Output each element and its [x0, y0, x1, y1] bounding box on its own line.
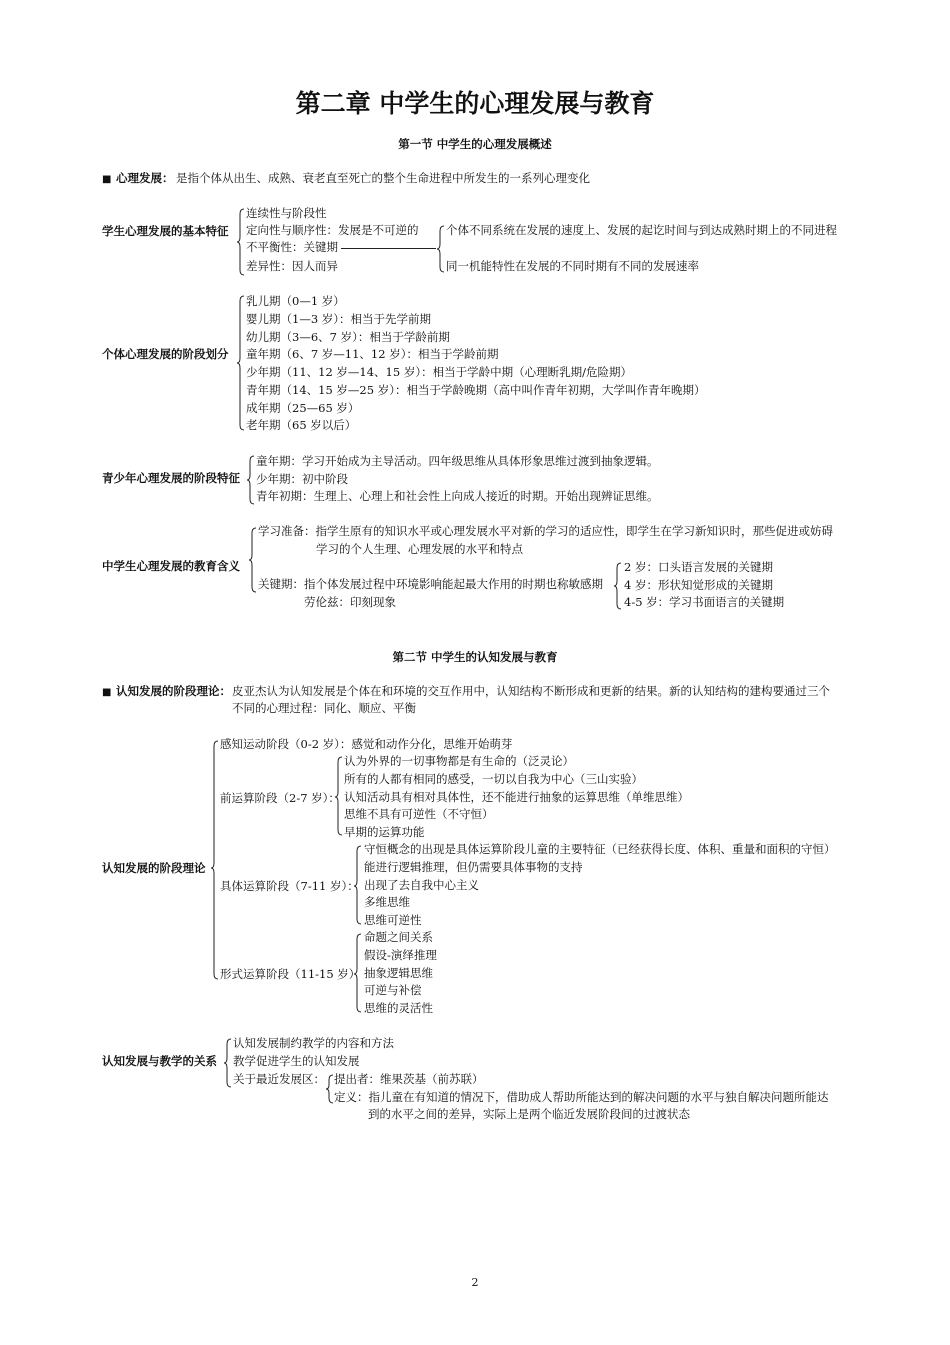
preop-item: 所有的人都有相同的感受，一切以自我为中心（三山实验）	[344, 772, 643, 786]
imbalance-item: 同一机能特性在发展的不同时期有不同的发展速率	[446, 259, 699, 273]
concrete-item: 多维思维	[364, 895, 410, 909]
features-label: 学生心理发展的基本特征	[102, 224, 229, 238]
teen-item: 青年初期：生理上、心理上和社会性上向成人接近的时期。开始出现辨证思维。	[256, 489, 659, 503]
stage-item: 老年期（65 岁以后）	[246, 418, 357, 432]
teen-brace	[246, 455, 256, 505]
formal-item: 抽象逻辑思维	[364, 966, 433, 980]
preoperational-stage: 前运算阶段（2-7 岁）：	[220, 791, 340, 805]
concrete-stage: 具体运算阶段（7-11 岁）：	[220, 879, 359, 893]
piaget-label: 认知发展的阶段理论	[102, 861, 206, 875]
connector-line	[341, 248, 436, 249]
stage-item: 乳儿期（0—1 岁）	[246, 294, 345, 308]
critical-brace	[613, 562, 623, 610]
theory-text-cont: 不同的心理过程：同化、顺应、平衡	[232, 701, 416, 715]
zpd-definition: 定义：指儿童在有知道的情况下，借助成人帮助所能达到的解决问题的水平与独自解决问题所能达	[334, 1090, 829, 1104]
feature-item: 差异性：因人而异	[246, 259, 338, 273]
stage-item: 幼儿期（3—6、7 岁）：相当于学龄前期	[246, 330, 450, 344]
imbalance-item: 个体不同系统在发展的速度上、发展的起讫时间与到达成熟时期上的不同进程	[446, 223, 837, 237]
teaching-label: 认知发展与教学的关系	[102, 1054, 217, 1068]
teen-label: 青少年心理发展的阶段特征	[102, 471, 240, 485]
concrete-item: 守恒概念的出现是具体运算阶段儿童的主要特征（已经获得长度、体积、重量和面积的守恒）	[364, 842, 836, 856]
readiness-text: 学习准备：指学生原有的知识水平或心理发展水平对新的学习的适应性，即学生在学习新知识时，那些促进或妨碍	[258, 524, 833, 538]
imbalance-brace	[436, 225, 446, 273]
page-number: 2	[471, 1276, 479, 1289]
stages-label: 个体心理发展的阶段划分	[102, 347, 229, 361]
teaching-item: 教学促进学生的认知发展	[233, 1054, 360, 1068]
feature-item: 连续性与阶段性	[246, 206, 327, 220]
concrete-item: 能进行逻辑推理，但仍需要具体事物的支持	[364, 860, 583, 874]
formal-item: 命题之间关系	[364, 930, 433, 944]
edu-label: 中学生心理发展的教育含义	[102, 559, 240, 573]
stage-item: 少年期（11、12 岁—14、15 岁）：相当于学龄中期（心理断乳期/危险期）	[246, 365, 632, 379]
formal-brace	[353, 933, 363, 1013]
bullet-icon: ■	[102, 174, 112, 185]
teen-item: 少年期：初中阶段	[256, 472, 348, 486]
zpd-proposer: 提出者：维果茨基（前苏联）	[334, 1072, 484, 1086]
preop-item: 认为外界的一切事物都是有生命的（泛灵论）	[344, 754, 574, 768]
preop-brace	[334, 756, 344, 836]
definition-text: 是指个体从出生、成熟、衰老直至死亡的整个生命进程中所发生的一系列心理变化	[176, 171, 590, 185]
edu-brace	[248, 527, 258, 593]
formal-item: 假设-演绎推理	[364, 948, 437, 962]
formal-stage: 形式运算阶段（11-15 岁）	[220, 967, 361, 981]
formal-item: 可逆与补偿	[364, 983, 422, 997]
critical-period-text: 关键期：指个体发展过程中环境影响能起最大作用的时期也称敏感期	[258, 577, 603, 591]
preop-item: 认知活动具有相对具体性，还不能进行抽象的运算思维（单维思维）	[344, 790, 689, 804]
zpd-definition-cont: 到的水平之间的差异，实际上是两个临近发展阶段间的过渡状态	[368, 1107, 690, 1121]
stage-item: 童年期（6、7 岁—11、12 岁）：相当于学龄前期	[246, 347, 499, 361]
critical-item: 4 岁：形状知觉形成的关键期	[624, 578, 773, 592]
formal-item: 思维的灵活性	[364, 1001, 433, 1015]
stage-item: 婴儿期（1—3 岁）：相当于先学前期	[246, 312, 432, 326]
teaching-item: 认知发展制约教学的内容和方法	[233, 1036, 394, 1050]
section-2-title: 第二节 中学生的认知发展与教育	[392, 650, 558, 664]
stages-brace	[236, 295, 246, 431]
preop-item: 思维不具有可逆性（不守恒）	[344, 807, 494, 821]
lorenz-text: 劳伦兹：印刻现象	[304, 595, 396, 609]
teen-item: 童年期：学习开始成为主导活动。四年级思维从具体形象思维过渡到抽象逻辑。	[256, 454, 659, 468]
feature-item: 不平衡性：关键期	[246, 240, 338, 254]
feature-item: 定向性与顺序性：发展是不可逆的	[246, 223, 419, 237]
critical-item: 2 岁：口头语言发展的关键期	[624, 560, 773, 574]
theory-text: 皮亚杰认为认知发展是个体在和环境的交互作用中，认知结构不断形成和更新的结果。新的认知结构的建构要通过三个	[232, 684, 830, 698]
sensorimotor-stage: 感知运动阶段（0-2 岁）：感觉和动作分化，思维开始萌芽	[220, 737, 513, 751]
section-1-title: 第一节 中学生的心理发展概述	[398, 137, 552, 151]
stage-item: 青年期（14、15 岁—25 岁）：相当于学龄晚期（高中叫作青年初期，大学叫作青年晚期）	[246, 383, 706, 397]
features-brace	[236, 208, 246, 276]
bullet-icon: ■	[102, 687, 112, 698]
piaget-brace	[210, 740, 220, 980]
definition-term: 心理发展：	[116, 171, 174, 185]
stage-item: 成年期（25—65 岁）	[246, 401, 360, 415]
concrete-item: 思维可逆性	[364, 913, 422, 927]
concrete-item: 出现了去自我中心主义	[364, 878, 479, 892]
readiness-text-cont: 学习的个人生理、心理发展的水平和特点	[316, 542, 523, 556]
critical-item: 4-5 岁：学习书面语言的关键期	[624, 595, 785, 609]
concrete-brace	[353, 845, 363, 925]
teaching-brace	[223, 1038, 233, 1088]
preop-item: 早期的运算功能	[344, 825, 425, 839]
chapter-title: 第二章 中学生的心理发展与教育	[295, 89, 655, 118]
theory-term: 认知发展的阶段理论：	[116, 684, 231, 698]
zpd-label: 关于最近发展区：	[233, 1072, 325, 1086]
